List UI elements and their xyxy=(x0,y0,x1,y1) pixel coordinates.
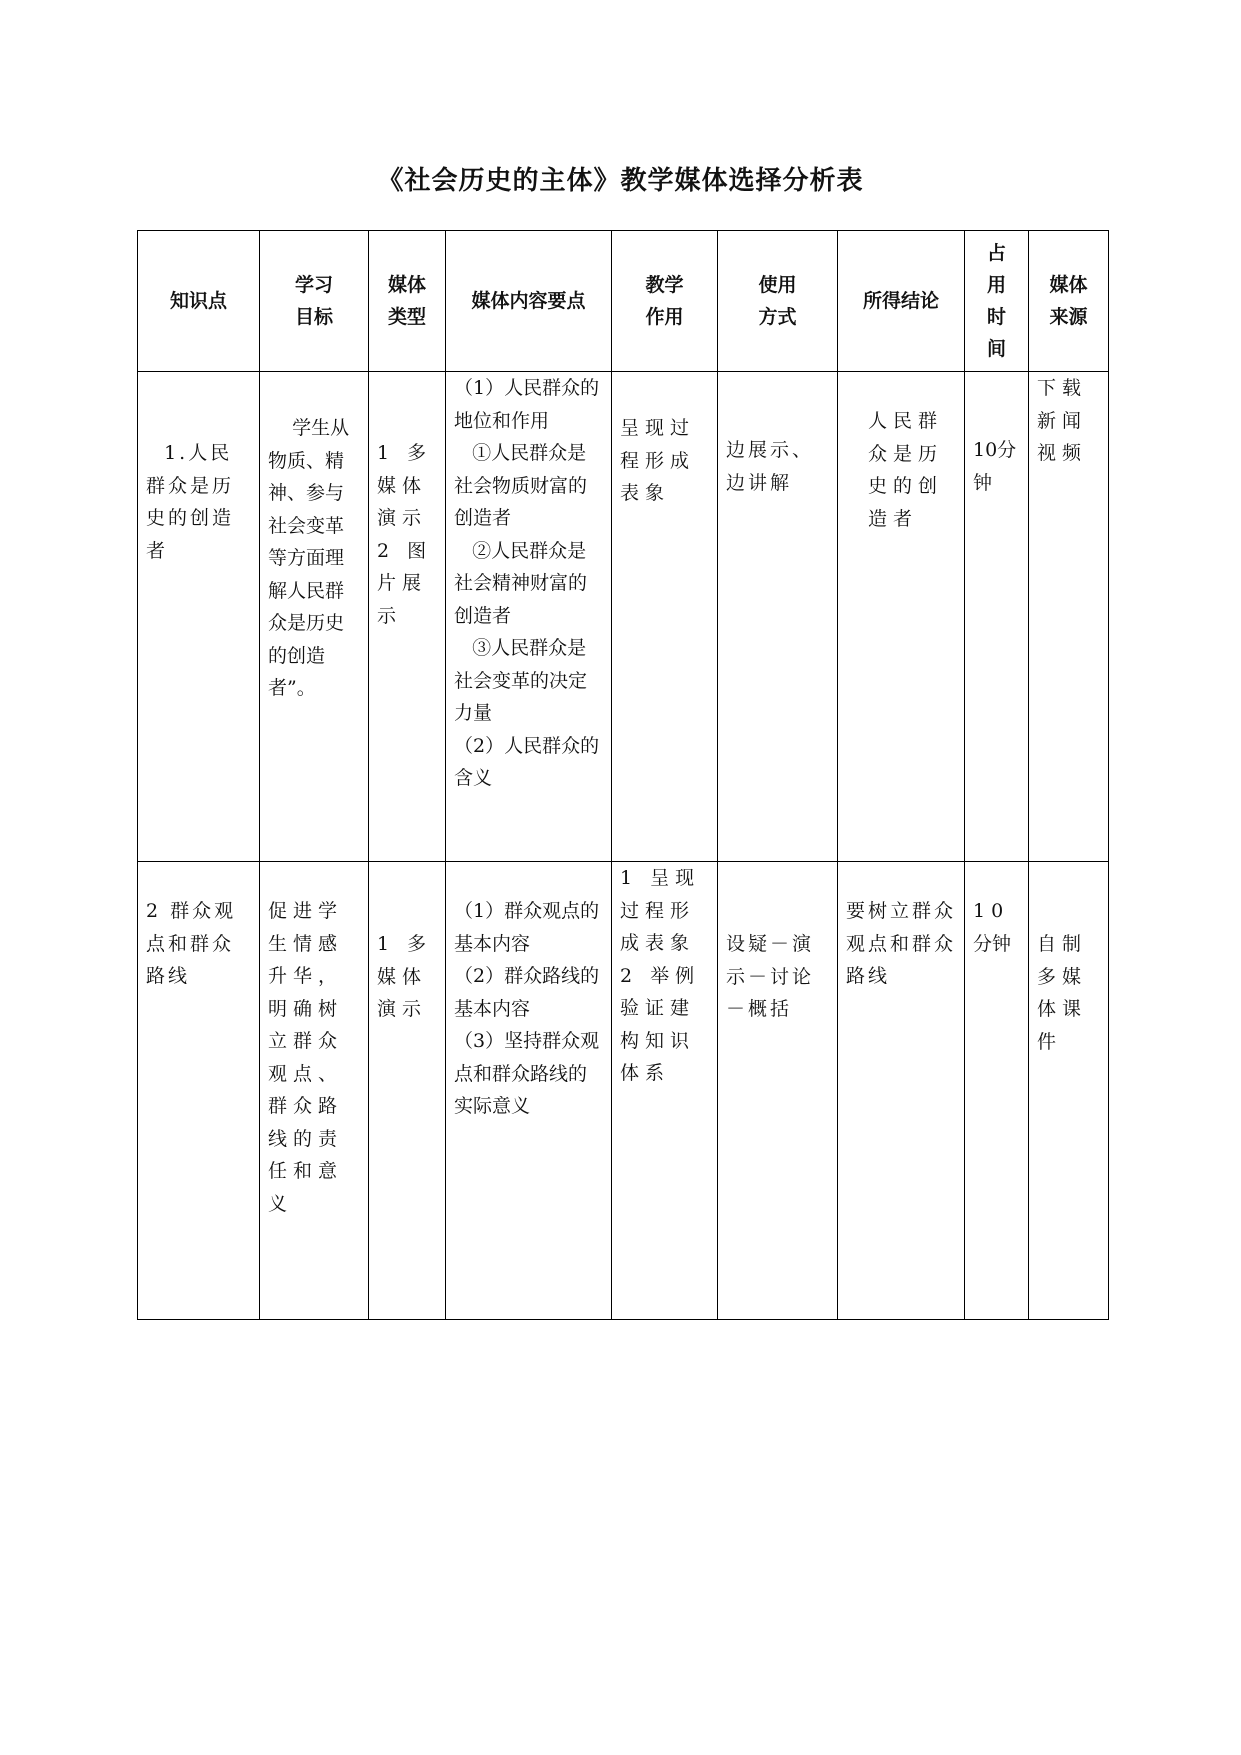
header-media-type: 媒体 类型 xyxy=(369,231,446,372)
cell-conclusion: 人民群众是历史的创造者 xyxy=(838,372,965,862)
cell-source: 自制多媒体课件 xyxy=(1029,862,1109,1320)
cell-knowledge: 1.人民群众是历史的创造者 xyxy=(138,372,260,862)
media-analysis-table xyxy=(137,230,1109,1320)
cell-source: 下载新闻视频 xyxy=(1029,372,1109,862)
header-role: 教学 作用 xyxy=(612,231,718,372)
cell-media-type: 1 多媒体演示 2 图片展示 xyxy=(369,372,446,862)
header-conclusion: 所得结论 xyxy=(838,231,965,372)
header-source: 媒体 来源 xyxy=(1029,231,1109,372)
cell-usage: 设疑－演示－讨论－概括 xyxy=(718,862,838,1320)
table-row xyxy=(138,862,1109,1320)
cell-knowledge: 2 群众观点和群众路线 xyxy=(138,862,260,1320)
table-header-row xyxy=(138,231,1109,372)
header-time: 占 用 时 间 xyxy=(965,231,1029,372)
header-goal: 学习 目标 xyxy=(260,231,369,372)
cell-time: 10分钟 xyxy=(965,372,1029,862)
cell-conclusion: 要树立群众观点和群众路线 xyxy=(838,862,965,1320)
cell-time: 1 0分钟 xyxy=(965,862,1029,1320)
cell-role: 呈现过程形成表象 xyxy=(612,372,718,862)
header-content: 媒体内容要点 xyxy=(446,231,612,372)
cell-media-type: 1 多媒体演示 xyxy=(369,862,446,1320)
cell-content: （1）人民群众的地位和作用 ①人民群众是社会物质财富的创造者 ②人民群众是社会精神财富的创造者 ③人民群众是社会变革的决定力量 （2）人民群众的含义 xyxy=(446,372,612,862)
cell-goal: 学生从物质、精神、参与社会变革等方面理解人民群众是历史的创造者”。 xyxy=(260,372,369,862)
header-usage: 使用 方式 xyxy=(718,231,838,372)
document-title: 《社会历史的主体》教学媒体选择分析表 xyxy=(377,166,864,196)
cell-content: （1）群众观点的基本内容 （2）群众路线的基本内容 （3）坚持群众观点和群众路线的实际意义 xyxy=(446,862,612,1320)
cell-usage: 边展示、边讲解 xyxy=(718,372,838,862)
table-row xyxy=(138,372,1109,862)
cell-role: 1 呈现过程形成表象 2 举例验证建构知识体系 xyxy=(612,862,718,1320)
cell-goal: 促进学生情感升华，明确树立群众观点、群众路线的责任和意义 xyxy=(260,862,369,1320)
header-knowledge: 知识点 xyxy=(138,231,260,372)
